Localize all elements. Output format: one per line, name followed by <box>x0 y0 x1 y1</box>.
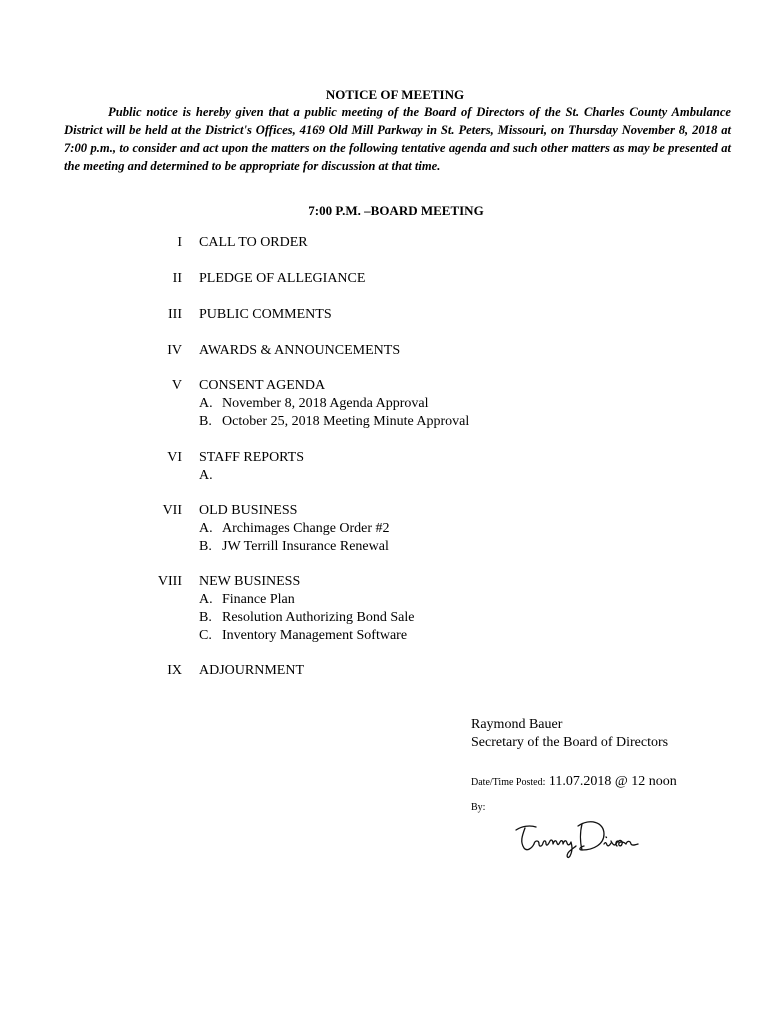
agenda-sublist <box>199 520 390 556</box>
agenda-title: PUBLIC COMMENTS <box>199 307 332 322</box>
agenda-title: CONSENT AGENDA <box>199 378 326 393</box>
agenda-number: IV <box>167 343 182 358</box>
subitem-text: October 25, 2018 Meeting Minute Approval <box>222 414 470 429</box>
subitem-letter: B. <box>199 539 212 554</box>
posted-value: 11.07.2018 @ 12 noon <box>545 774 677 789</box>
agenda-title: ADJOURNMENT <box>199 663 304 678</box>
agenda-subitem <box>199 538 390 556</box>
posted-label: Date/Time Posted: <box>471 777 546 788</box>
subitem-letter: A. <box>199 521 213 536</box>
agenda-sublist <box>199 395 469 431</box>
subitem-letter: C. <box>199 628 212 643</box>
agenda-number: VI <box>167 450 182 465</box>
subitem-letter: A. <box>199 468 213 483</box>
subitem-text: November 8, 2018 Agenda Approval <box>222 396 429 411</box>
agenda-title: PLEDGE OF ALLEGIANCE <box>199 271 366 286</box>
agenda-subitem <box>199 467 222 485</box>
by-label: By: <box>471 802 486 813</box>
agenda-number: V <box>171 378 182 393</box>
subitem-letter: B. <box>199 610 212 625</box>
signature-block <box>471 716 668 752</box>
notice-paragraph: Public notice is hereby given that a public meeting of the Board of Directors of the St. Charles County Ambulance District will be held at the District's Offices, 4169 Old Mill Parkway in St. Peters, Missouri, on Thursday November 8, 2018 at 7:00 p.m., to consider and act upon the matters on the following tentative agenda and such other matters as may be presented at the meeting and determined to be appropriate for discussion at that time. <box>64 105 731 173</box>
agenda-subitem <box>199 609 415 627</box>
subitem-text: Inventory Management Software <box>222 628 408 643</box>
agenda-title: NEW BUSINESS <box>199 574 301 589</box>
subitem-letter: A. <box>199 592 213 607</box>
subitem-text: JW Terrill Insurance Renewal <box>222 539 389 554</box>
posted-line <box>471 772 677 792</box>
agenda-subitem <box>199 627 415 645</box>
agenda-number: II <box>172 271 182 286</box>
agenda-sublist <box>199 591 415 645</box>
agenda-number: I <box>177 235 182 250</box>
agenda-subitem <box>199 591 415 609</box>
subitem-text: Finance Plan <box>222 592 295 607</box>
secretary-role: Secretary of the Board of Directors <box>471 735 669 750</box>
agenda-number: IX <box>167 663 182 678</box>
secretary-name: Raymond Bauer <box>471 717 563 732</box>
document-title: NOTICE OF MEETING <box>325 87 465 102</box>
agenda-title: CALL TO ORDER <box>199 235 308 250</box>
agenda-sublist <box>199 467 222 485</box>
agenda-title: OLD BUSINESS <box>199 503 298 518</box>
meeting-heading: 7:00 P.M. –BOARD MEETING <box>308 203 484 218</box>
agenda-subitem <box>199 520 390 538</box>
agenda-subitem <box>199 395 469 413</box>
subitem-text: Archimages Change Order #2 <box>222 521 390 536</box>
agenda-number: VIII <box>157 574 182 589</box>
agenda-title: STAFF REPORTS <box>199 450 305 465</box>
subitem-letter: A. <box>199 396 213 411</box>
agenda-number: VII <box>162 503 182 518</box>
agenda-subitem <box>199 413 469 431</box>
subitem-letter: B. <box>199 414 212 429</box>
agenda-number: III <box>168 307 182 322</box>
agenda-title: AWARDS & ANNOUNCEMENTS <box>199 343 401 358</box>
handwritten-signature <box>508 812 648 872</box>
subitem-text: Resolution Authorizing Bond Sale <box>222 610 415 625</box>
